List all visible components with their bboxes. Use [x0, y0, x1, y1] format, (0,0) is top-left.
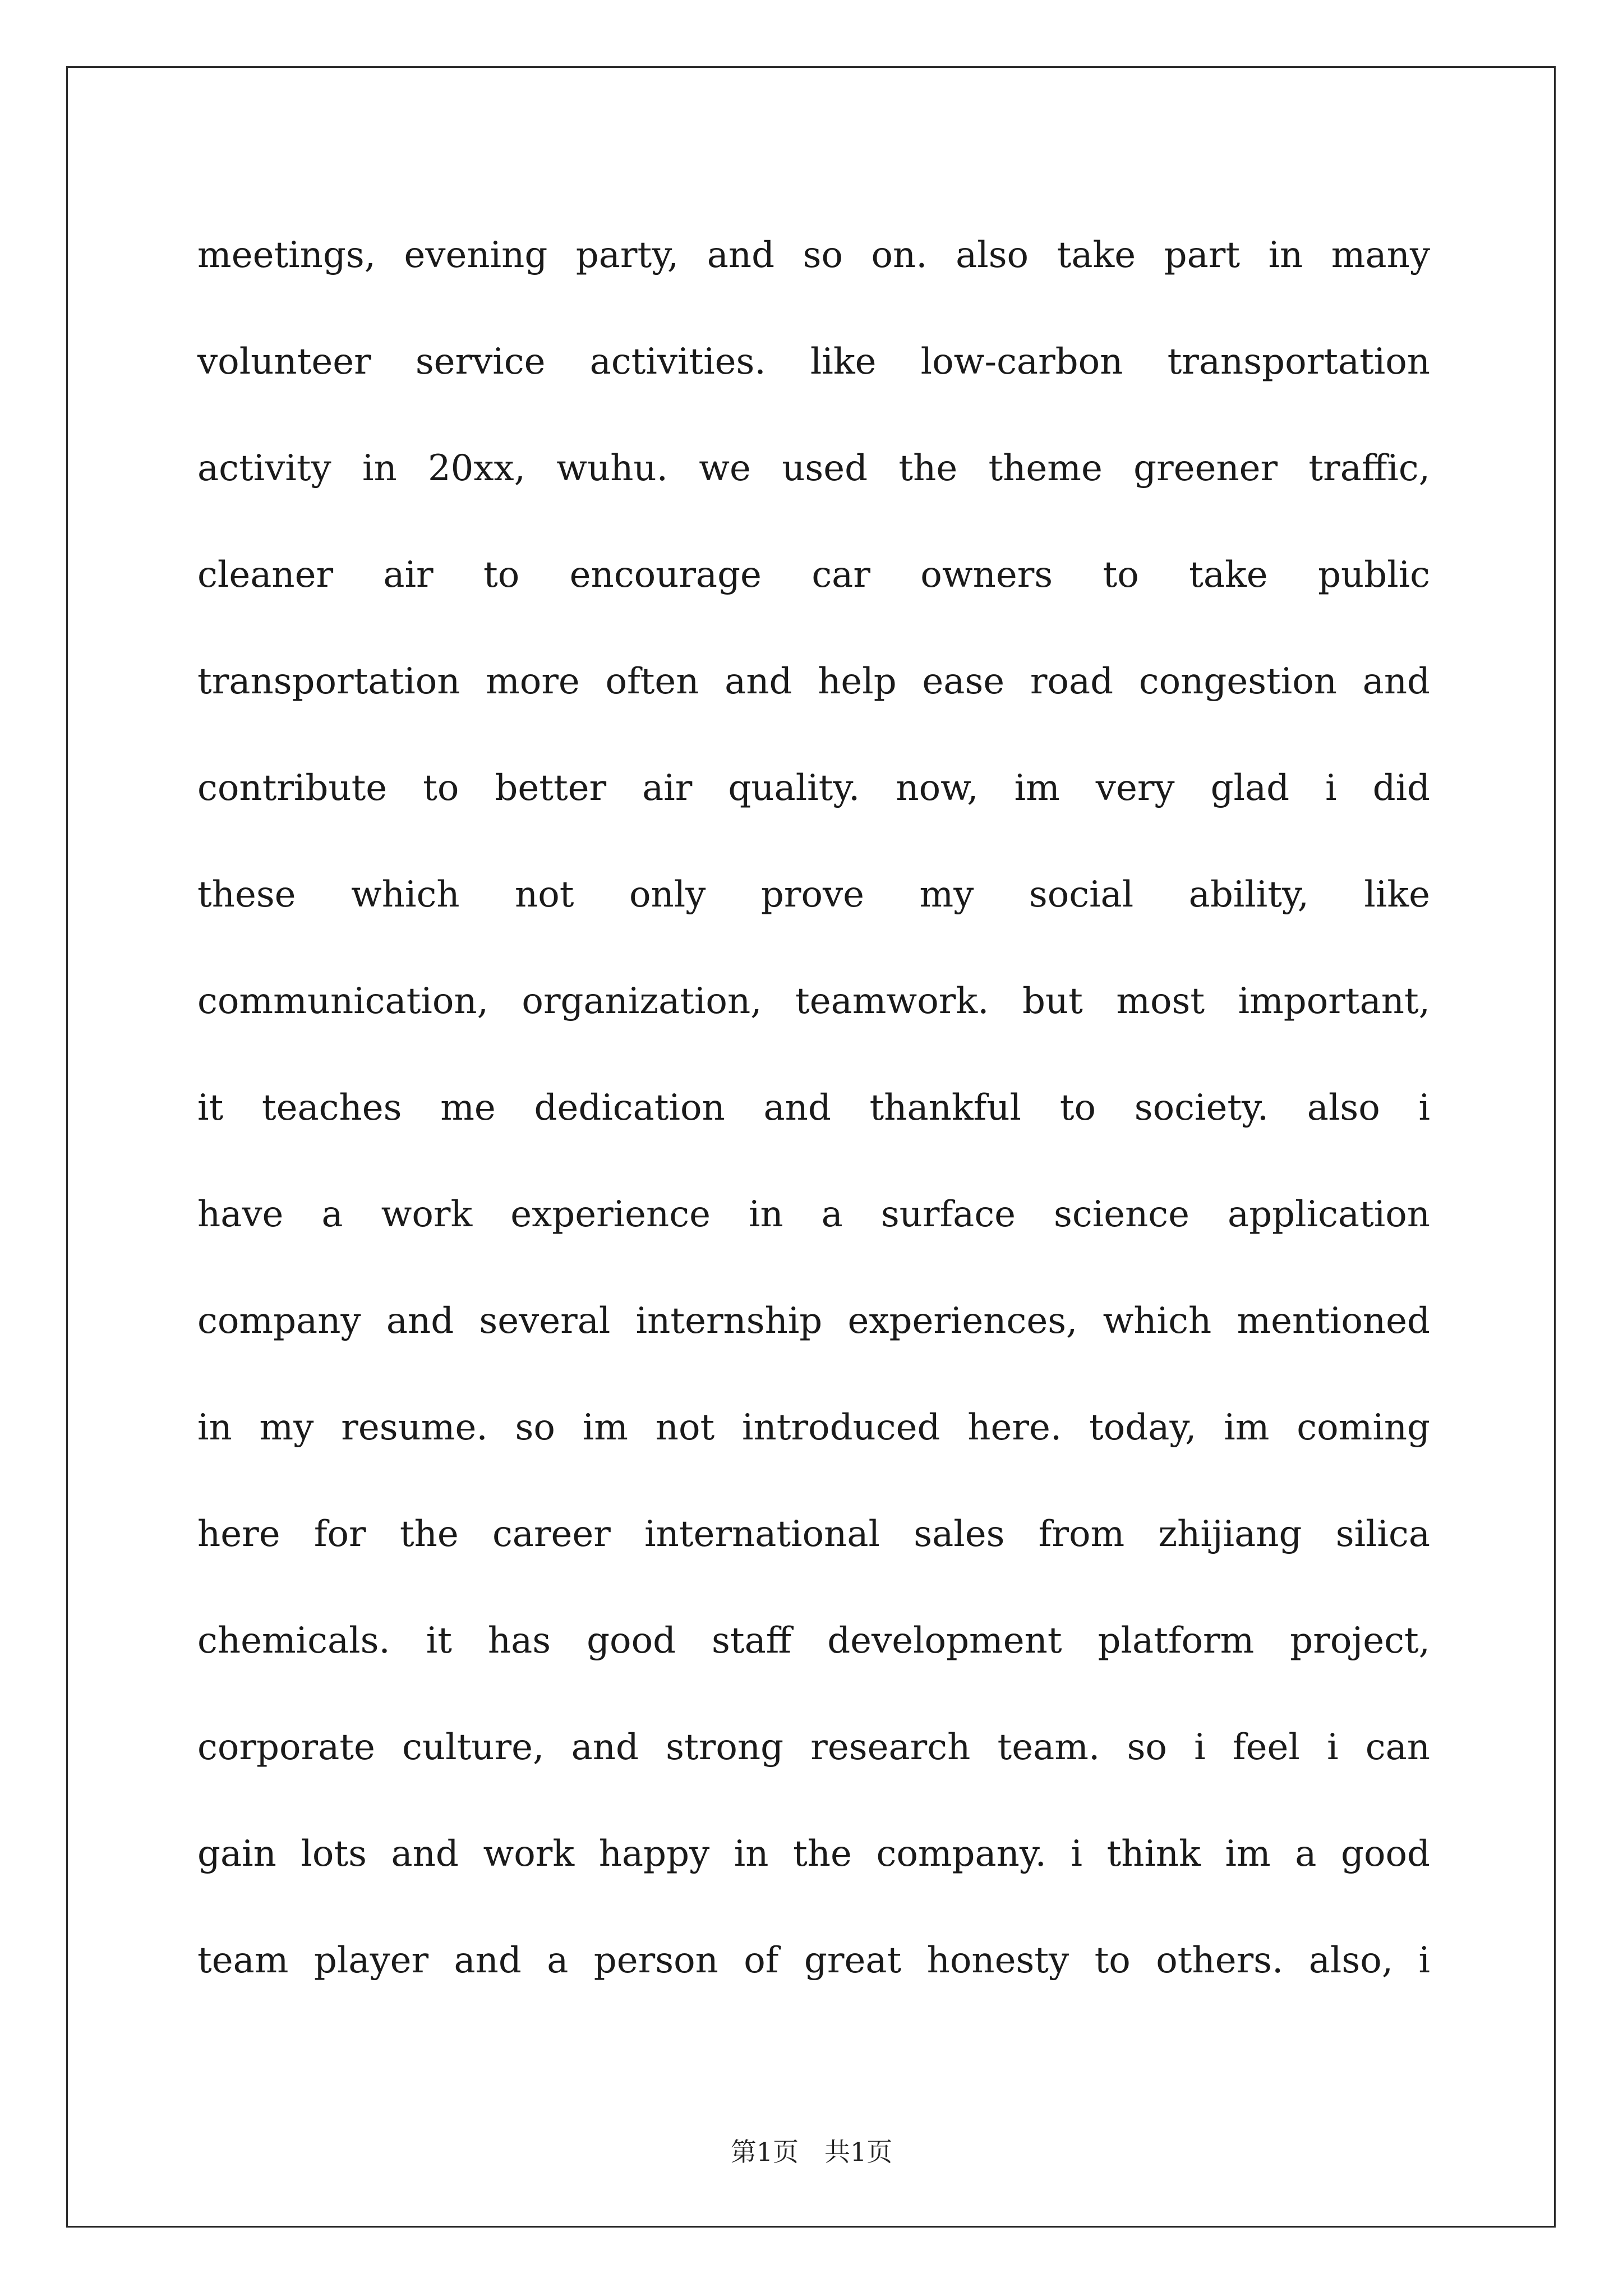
text-line: activity in 20xx, wuhu. we used the theme greener traffic, [197, 448, 1430, 489]
text-line: contribute to better air quality. now, im very glad i did [197, 767, 1430, 809]
text-line: communication, organization, teamwork. but most important, [197, 981, 1430, 1022]
text-line: in my resume. so im not introduced here. today, im coming [197, 1407, 1430, 1448]
text-line: team player and a person of great honesty to others. also, i [197, 1940, 1430, 1981]
text-line: gain lots and work happy in the company. i think im a good [197, 1833, 1430, 1875]
text-line: here for the career international sales from zhijiang silica [197, 1513, 1430, 1555]
text-line: meetings, evening party, and so on. also take part in many [197, 234, 1430, 276]
page-total: 共1页 [824, 2137, 893, 2167]
text-line: transportation more often and help ease road congestion and [197, 661, 1430, 702]
page-footer [0, 2132, 1623, 2169]
text-line: chemicals. it has good staff development platform project, [197, 1620, 1430, 1662]
text-line: volunteer service activities. like low-carbon transportation [197, 341, 1430, 383]
page-number: 第1页 [730, 2137, 799, 2167]
text-line: these which not only prove my social ability, like [197, 874, 1430, 915]
text-line: cleaner air to encourage car owners to take public [197, 554, 1430, 596]
document-body [197, 222, 1430, 2033]
text-line: company and several internship experiences, which mentioned [197, 1300, 1430, 1342]
text-line: it teaches me dedication and thankful to society. also i [197, 1087, 1430, 1129]
text-line: corporate culture, and strong research team. so i feel i can [197, 1727, 1430, 1768]
text-line: have a work experience in a surface science application [197, 1194, 1430, 1235]
